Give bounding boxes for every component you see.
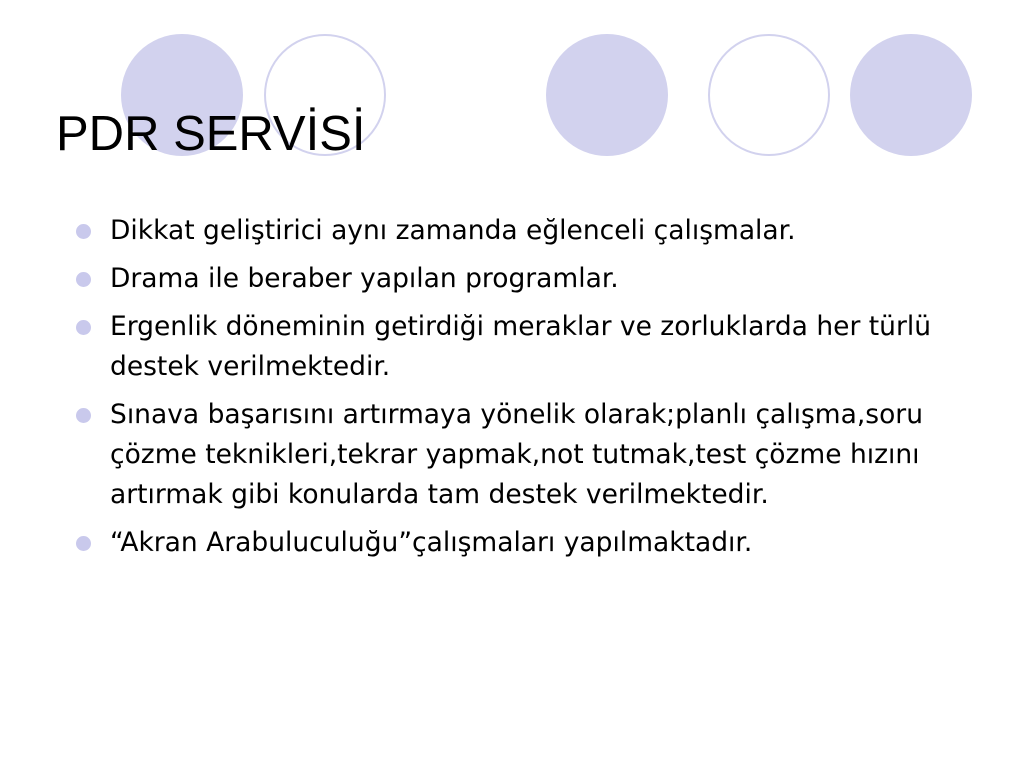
bullet-item [76, 211, 976, 251]
decorative-circle-filled [850, 34, 972, 156]
bullet-item [76, 259, 976, 299]
bullet-dot-icon [76, 272, 91, 287]
bullet-list [76, 211, 976, 571]
bullet-item [76, 523, 976, 563]
bullet-dot-icon [76, 320, 91, 335]
bullet-dot-icon [76, 224, 91, 239]
bullet-dot-icon [76, 536, 91, 551]
bullet-text: Ergenlik döneminin getirdiği meraklar ve zorluklarda her türlü destek verilmektedir. [110, 311, 931, 382]
slide-title: PDR SERVİSİ [56, 107, 366, 161]
bullet-text: Sınava başarısını artırmaya yönelik olarak;planlı çalışma,soru çözme teknikleri,tekrar yapmak,not tutmak,test çözme hızını artırmak gibi konularda tam destek verilmektedir. [110, 399, 923, 510]
bullet-dot-icon [76, 408, 91, 423]
bullet-item [76, 307, 976, 387]
decorative-circle-outline [708, 34, 830, 156]
bullet-text: “Akran Arabuluculuğu”çalışmaları yapılmaktadır. [110, 527, 753, 558]
bullet-text: Drama ile beraber yapılan programlar. [110, 263, 619, 294]
decorative-circle-filled [546, 34, 668, 156]
bullet-text: Dikkat geliştirici aynı zamanda eğlenceli çalışmalar. [110, 215, 796, 246]
bullet-item [76, 395, 976, 515]
